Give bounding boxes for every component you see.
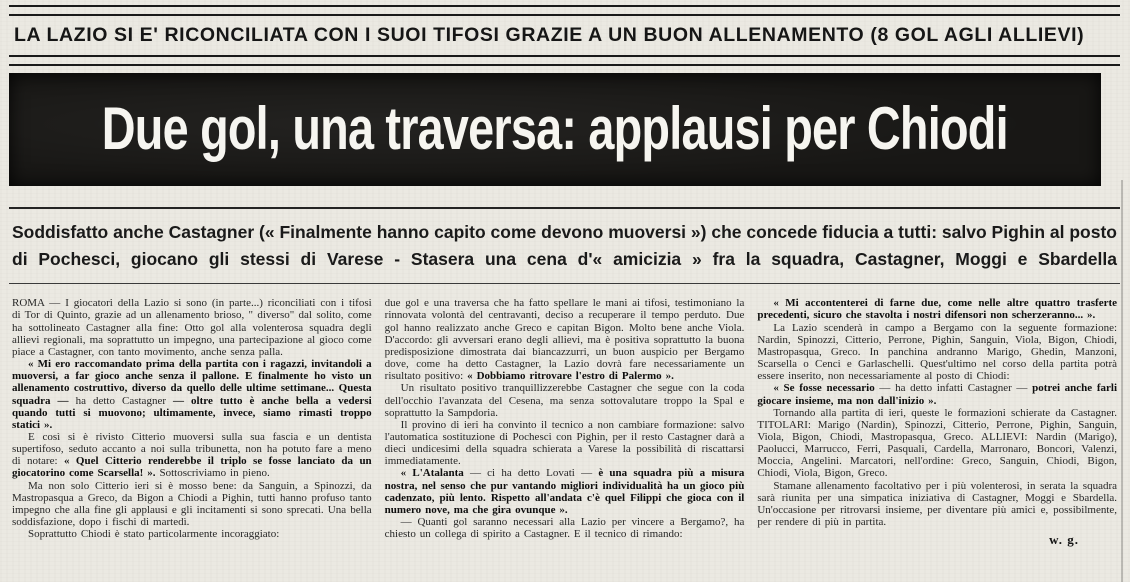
text-run: Ma non solo Citterio ieri si è mosso bene: da Sanguin, a Spinozzi, da Mastropasqua a Greco, da Bigon a Chiodi a Pighin, tutti hanno profuso tanto impegno che alla fine gli applausi e gli incitamenti si sono sprecati. Una bella soddisfazione, dopo i fischi di martedì. (12, 479, 372, 529)
text-run: Stamane allenamento facoltativo per i più volenterosi, in serata la squadra sarà riunita per una simpatica iniziativa di Castagner, Moggi e Sbardella. Un'occasione per ritrovarsi insieme, per diventare più amici e, possibilmente, per rendere di più in partita. (757, 479, 1118, 529)
bold-quote-run: « L'Atalanta (400, 467, 470, 480)
article-paragraph (12, 528, 372, 540)
article-paragraph (757, 407, 1117, 480)
text-run: Soprattutto Chiodi è stato particolarmente incoraggiato: (28, 528, 280, 541)
text-run: Tornando alla partita di ieri, queste le formazioni schierate da Castagner. TITOLARI: Marigo (Nardin), Spinozzi, Citterio, Perrone, Pighin, Sanguin, Viola, Bigon, Chiodi, Mastropasqua, Greco. ALLIEVI: Nardin (Marigo), Paolucci, Marrucco, Ferri, Pasquali, Cardella, Marronaro, Boncori, Valenzi, Moccia, Angelini. Marcatori, nell'ordine: Greco, Sanguin, Chiodi, Bigon, Chiodi, Viola, Bigon, Greco. (757, 406, 1118, 480)
text-run: — Quanti gol saranno necessari alla Lazio per vincere a Bergamo?, ha chiesto un collega di spirito a Castagner. E il tecnico di rimando: (384, 516, 745, 541)
article-paragraph (12, 431, 372, 480)
article-paragraph (757, 480, 1117, 529)
text-run: ha detto Castagner (75, 394, 174, 407)
subheadline: Soddisfatto anche Castagner (« Finalmente hanno capito come devono muoversi ») che concede fiducia a tutti: salvo Pighin al posto di Pochesci, giocano gli stessi di Varese - Stasera una cena d'« amicizia » fra la squadra, Castagner, Moggi e Sbardella (12, 221, 1117, 270)
article-paragraph (385, 467, 745, 516)
article-body (9, 284, 1120, 548)
bold-quote-run: « Mi accontenterei di farne due, come nelle altre quattro trasferte precedenti, sicuro che stavolta i nostri difensori non scherzeranno... ». (757, 297, 1118, 322)
text-run: — ha detto infatti Castagner — (879, 382, 1033, 395)
kicker-rule-bottom (9, 55, 1120, 66)
article-paragraph (385, 297, 745, 382)
article-column-1 (12, 297, 372, 548)
text-run: Il provino di ieri ha convinto il tecnico a non cambiare formazione: salvo l'automatica sostituzione di Pochesci con Pighin, per il resto Castagner darà a dieci undicesimi della squadra schierata a Varese la possibilità di riscattarsi immediatamente. (384, 418, 745, 468)
main-headline: Due gol, una traversa: applausi per Chiodi (101, 95, 1009, 162)
bold-quote-run: « Mi ero raccomandato prima della partita con i ragazzi, invitandoli a muoversi, a far gioco anche senza il pallone. E finalmente ho visto un allenamento costruttivo, diverso da quello delle ultime settimane... Questa squadra — (12, 358, 372, 407)
kicker-rule-top (9, 5, 1120, 16)
kicker-headline: LA LAZIO SI E' RICONCILIATA CON I SUOI TIFOSI GRAZIE A UN BUON ALLENAMENTO (8 GOL AGLI ALLIEVI) (14, 24, 1085, 46)
text-run: E così si è rivisto Citterio muoversi sulla sua fascia e un dentista supertifoso, seduto accanto a noi sulla tribunetta, non ha potuto fare a meno di notare: (12, 431, 372, 468)
bold-quote-run: potrei anche farli giocare insieme, ma non dall'inizio ». (757, 382, 1118, 407)
article-paragraph (385, 419, 745, 468)
bold-quote-run: « Quel Citterio renderebbe il triplo se fosse lanciato da un giocatorino come Scarsella! ». (12, 455, 372, 480)
article-paragraph (385, 516, 745, 540)
text-run: ROMA — I giocatori della Lazio si sono (in parte...) riconciliati con i tifosi di Tor di Quinto, grazie ad un allenamento brioso, " diverso" dal solito, come ha sottolineato Castagner alla fine: Otto gol alla volenterosa squadra degli allievi regionali, ma soprattutto un impegno, una partecipazione al gioco come piace a Castagner, con tanto movimento, anche senza palla. (12, 297, 372, 358)
bold-quote-run: — oltre tutto è anche bella a vedersi quando tutti si muovono; ultimamente, invece, siamo rimasti troppo statici ». (12, 394, 372, 431)
byline: w. g. (1049, 532, 1080, 548)
bold-quote-run: è una squadra più a misura nostra, nel senso che pur vantando migliori individualità ha un gioco più cadenzato, più lento. Rispetto all'andata c'è quel Filippi che gioca con il numero nove, ma che gira ovunque ». (384, 467, 745, 516)
article-column-2 (385, 297, 745, 548)
article-paragraph (12, 480, 372, 529)
article-paragraph (757, 322, 1117, 383)
text-run: Sottoscriviamo in pieno. (155, 467, 270, 480)
article-column-3 (757, 297, 1117, 548)
article-paragraph (12, 358, 372, 431)
article-paragraph (757, 382, 1117, 406)
article-paragraph (385, 382, 745, 418)
text-run: — ci ha detto Lovati — (469, 467, 599, 480)
article-paragraph (757, 297, 1117, 321)
article-paragraph (12, 297, 372, 358)
text-run: due gol e una traversa che ha fatto spellare le mani ai tifosi, testimoniano la rinnovata volontà del centravanti, deciso a recuperare il tempo perduto. Due gol hanno realizzato anche Greco e capitan Bigon. Molto bene anche Viola. D'accordo: gli avversari erano degli allievi, ma è positiva soprattutto la buona predisposizione dimostrata dai biancazzurri, un buon auspicio per Bergamo dove, come ha detto Castagner, la Lazio dovrà fare necessariamente un risultato positivo: (384, 297, 745, 383)
bold-quote-run: « Se fosse necessario (773, 382, 880, 395)
headline-banner (9, 73, 1101, 186)
text-run: La Lazio scenderà in campo a Bergamo con la seguente formazione: Nardin, Spinozzi, Citterio, Perrone, Pighin, Sanguin, Viola, Bigon, Chiodi, Mastropasqua, Greco. In panchina andranno Marigo, Ghedin, Manzoni, Scarsella o Cenci e Garlaschelli. Quest'ultimo nel corso della partita potrà essere inserito, non necessariamente al posto di Chiodi: (757, 321, 1118, 383)
bold-quote-run: « Dobbiamo ritrovare l'estro di Palermo ». (467, 370, 674, 383)
text-run: Un risultato positivo tranquillizzerebbe Castagner che segue con la coda dell'occhio l'avanzata del Cesena, ma senza sottovalutare troppo la Spal e soprattutto la Sampdoria. (384, 382, 745, 419)
